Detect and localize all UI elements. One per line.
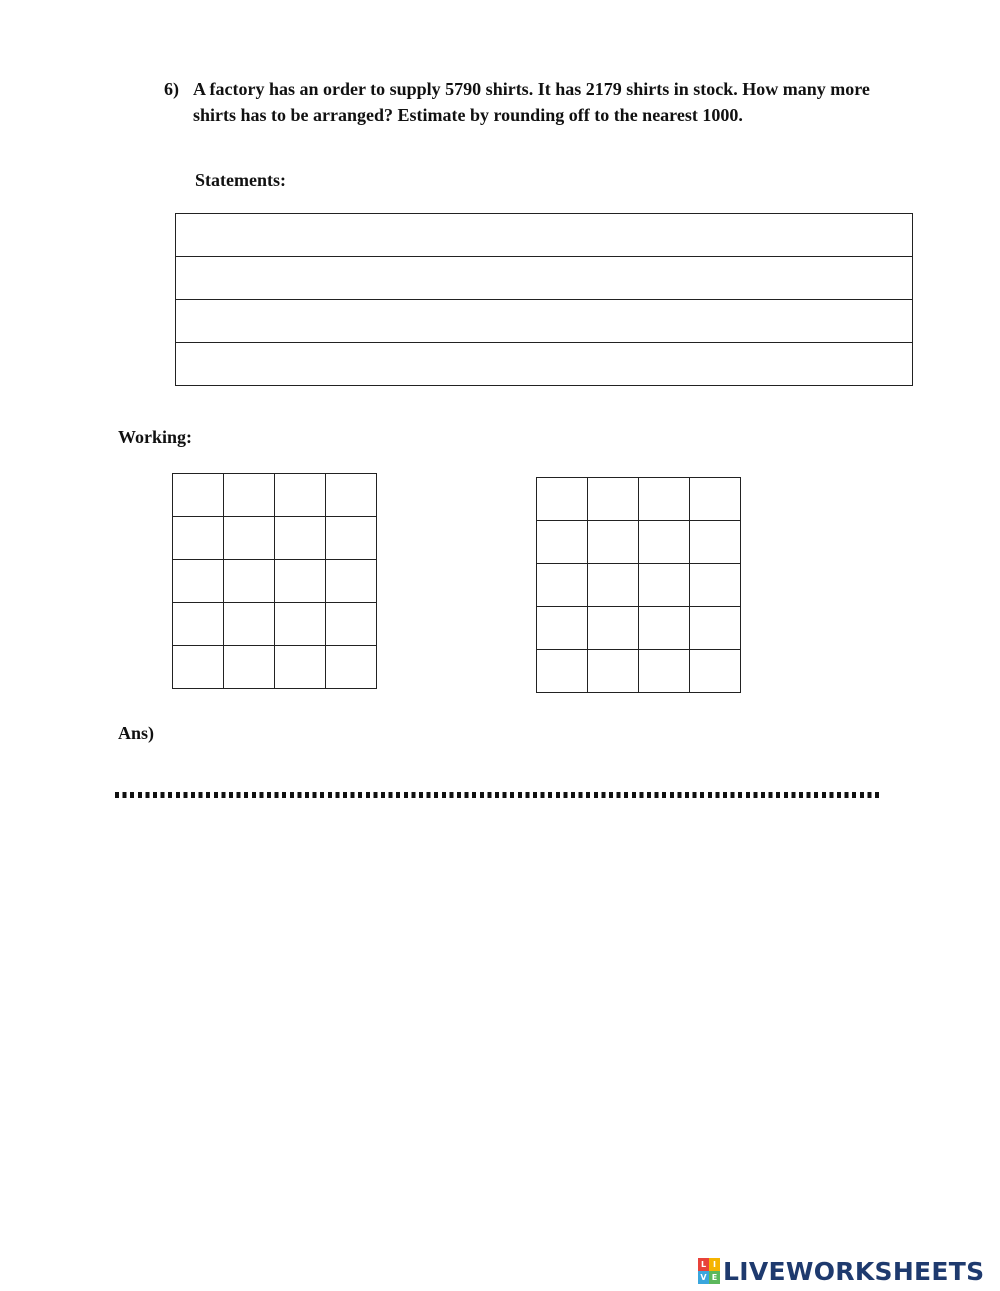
statement-row[interactable] <box>176 257 912 300</box>
grid-cell[interactable] <box>224 560 275 603</box>
grid-cell[interactable] <box>224 603 275 646</box>
grid-cell[interactable] <box>275 603 326 646</box>
grid-cell[interactable] <box>690 607 741 650</box>
grid-cell[interactable] <box>537 478 588 521</box>
grid-cell[interactable] <box>639 478 690 521</box>
grid-cell[interactable] <box>224 474 275 517</box>
grid-cell[interactable] <box>588 478 639 521</box>
statement-row[interactable] <box>176 214 912 257</box>
grid-cell[interactable] <box>588 650 639 693</box>
question-text: A factory has an order to supply 5790 shirts. It has 2179 shirts in stock. How many more shirts has to be arranged? Estimate by rounding off to the nearest 1000. <box>193 79 870 125</box>
statements-label: Statements: <box>195 170 286 190</box>
answer-label: Ans) <box>118 723 155 743</box>
answer-dotted-line[interactable] <box>115 792 880 798</box>
logo-letter: E <box>709 1271 720 1284</box>
logo-letter: L <box>698 1258 709 1271</box>
grid-cell[interactable] <box>690 564 741 607</box>
statement-row[interactable] <box>176 343 912 385</box>
grid-cell[interactable] <box>173 517 224 560</box>
grid-cell[interactable] <box>537 607 588 650</box>
grid-cell[interactable] <box>537 650 588 693</box>
grid-cell[interactable] <box>537 521 588 564</box>
grid-cell[interactable] <box>588 607 639 650</box>
question-number: 6) <box>164 79 179 99</box>
working-grid-left <box>172 473 377 689</box>
grid-cell[interactable] <box>588 521 639 564</box>
grid-cell[interactable] <box>275 517 326 560</box>
grid-cell[interactable] <box>588 564 639 607</box>
grid-cell[interactable] <box>639 607 690 650</box>
grid-cell[interactable] <box>173 560 224 603</box>
grid-cell[interactable] <box>326 603 377 646</box>
statements-table <box>175 213 913 386</box>
grid-cell[interactable] <box>690 521 741 564</box>
grid-cell[interactable] <box>275 646 326 689</box>
grid-cell[interactable] <box>275 560 326 603</box>
grid-cell[interactable] <box>173 474 224 517</box>
grid-cell[interactable] <box>326 517 377 560</box>
grid-cell[interactable] <box>326 646 377 689</box>
grid-cell[interactable] <box>639 564 690 607</box>
grid-cell[interactable] <box>173 603 224 646</box>
grid-cell[interactable] <box>690 478 741 521</box>
grid-cell[interactable] <box>639 650 690 693</box>
logo-letter: I <box>709 1258 720 1271</box>
grid-cell[interactable] <box>173 646 224 689</box>
grid-cell[interactable] <box>224 646 275 689</box>
working-label: Working: <box>118 427 193 447</box>
liveworksheets-logo <box>698 1256 984 1286</box>
grid-cell[interactable] <box>275 474 326 517</box>
logo-icon <box>698 1258 720 1284</box>
working-grid-right <box>536 477 741 693</box>
grid-cell[interactable] <box>537 564 588 607</box>
statement-row[interactable] <box>176 300 912 343</box>
grid-cell[interactable] <box>326 474 377 517</box>
grid-cell[interactable] <box>639 521 690 564</box>
logo-letter: V <box>698 1271 709 1284</box>
grid-cell[interactable] <box>224 517 275 560</box>
grid-cell[interactable] <box>690 650 741 693</box>
grid-cell[interactable] <box>326 560 377 603</box>
logo-text: LIVEWORKSHEETS <box>723 1256 985 1286</box>
